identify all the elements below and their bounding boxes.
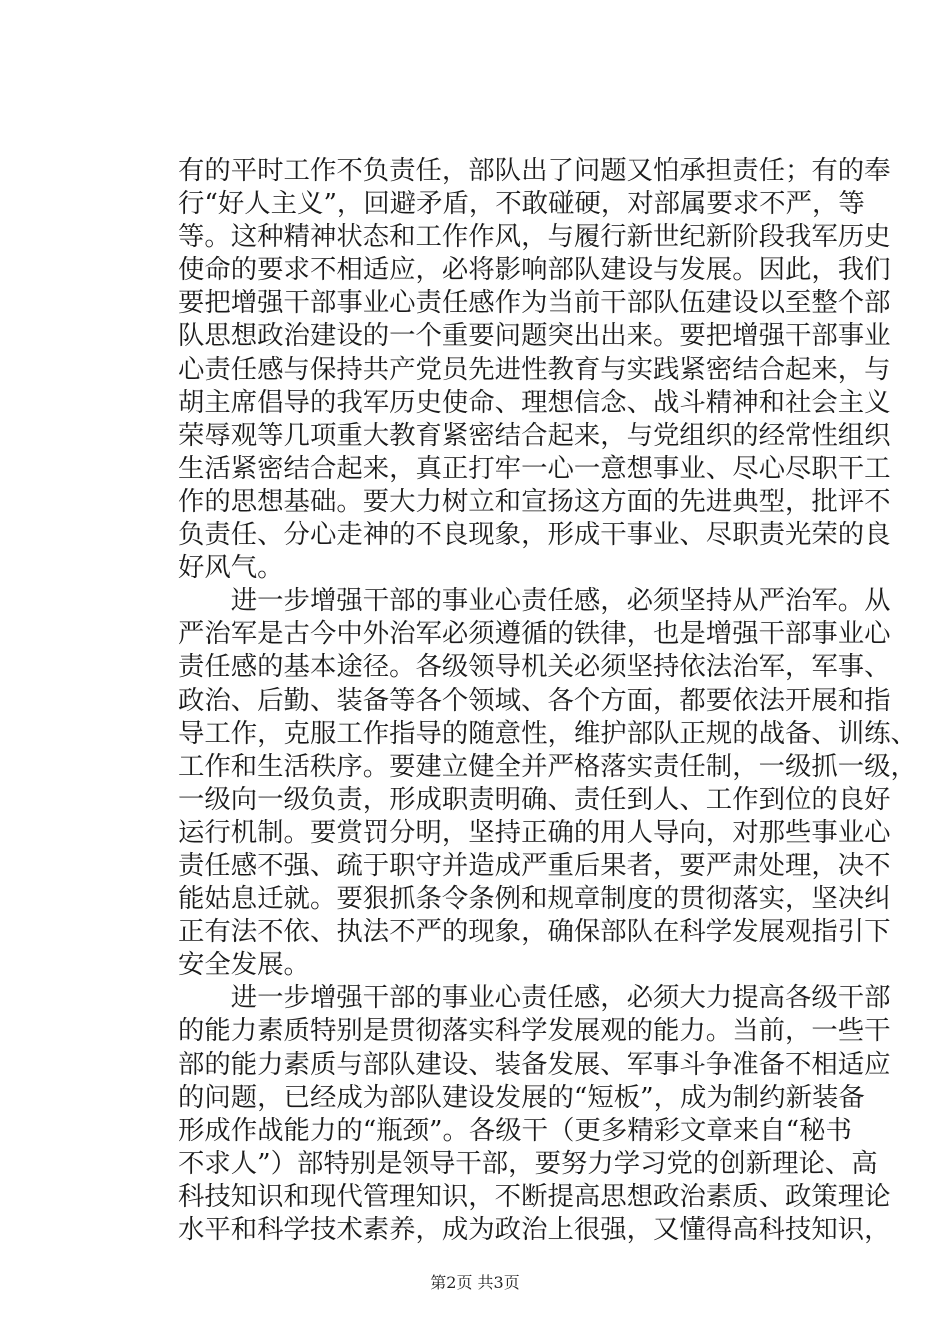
text-line: 等。这种精神状态和工作作风，与履行新世纪新阶段我军历史	[178, 221, 891, 253]
text-line: 好风气。	[178, 552, 284, 584]
text-line: 部的能力素质与部队建设、装备发展、军事斗争准备不相适应	[178, 1048, 891, 1080]
text-line: 水平和科学技术素养，成为政治上很强，又懂得高科技知识，	[178, 1214, 891, 1245]
text-line: 有的平时工作不负责任，部队出了问题又怕承担责任；有的奉	[178, 155, 891, 186]
text-line: 心责任感与保持共产党员先进性教育与实践紧密结合起来，与	[178, 353, 891, 385]
text-line: 责任感的基本途径。各级领导机关必须坚持依法治军，军事、	[178, 651, 891, 683]
text-line: 一级向一级负责，形成职责明确、责任到人、工作到位的良好	[178, 783, 891, 815]
text-line: 行“好人主义”，回避矛盾，不敢碰硬，对部属要求不严，等	[178, 188, 865, 220]
text-line: 进一步增强干部的事业心责任感，必须坚持从严治军。从	[178, 585, 891, 617]
text-line: 形成作战能力的“瓶颈”。各级干（更多精彩文章来自“秘书	[178, 1114, 852, 1146]
text-line: 负责任、分心走神的不良现象，形成干事业、尽职责光荣的良	[178, 519, 891, 551]
text-line: 导工作，克服工作指导的随意性，维护部队正规的战备、训练、	[178, 717, 917, 749]
text-line: 的能力素质特别是贯彻落实科学发展观的能力。当前，一些干	[178, 1015, 891, 1047]
text-line: 的问题，已经成为部队建设发展的“短板”，成为制约新装备	[178, 1081, 865, 1113]
text-line: 使命的要求不相适应，必将影响部队建设与发展。因此，我们	[178, 254, 891, 286]
text-line: 生活紧密结合起来，真正打牢一心一意想事业、尽心尽职干工	[178, 452, 891, 484]
text-line: 队思想政治建设的一个重要问题突出出来。要把增强干部事业	[178, 320, 891, 352]
text-line: 不求人”）部特别是领导干部，要努力学习党的创新理论、高	[178, 1147, 878, 1179]
text-line: 进一步增强干部的事业心责任感，必须大力提高各级干部	[178, 982, 891, 1014]
document-body	[178, 154, 917, 1246]
page-footer: 第2页 共3页	[430, 1273, 520, 1292]
text-line: 政治、后勤、装备等各个领域、各个方面，都要依法开展和指	[178, 684, 891, 716]
text-line: 荣辱观等几项重大教育紧密结合起来，与党组织的经常性组织	[178, 419, 891, 451]
text-line: 能姑息迁就。要狠抓条令条例和规章制度的贯彻落实，坚决纠	[178, 883, 891, 915]
text-line: 运行机制。要赏罚分明，坚持正确的用人导向，对那些事业心	[178, 816, 891, 848]
text-line: 责任感不强、疏于职守并造成严重后果者，要严肃处理，决不	[178, 849, 891, 881]
text-line: 安全发展。	[178, 949, 310, 981]
text-line: 要把增强干部事业心责任感作为当前干部队伍建设以至整个部	[178, 287, 891, 319]
text-line: 胡主席倡导的我军历史使命、理想信念、战斗精神和社会主义	[178, 386, 891, 418]
text-line: 工作和生活秩序。要建立健全并严格落实责任制，一级抓一级，	[178, 750, 917, 782]
text-line: 正有法不依、执法不严的现象，确保部队在科学发展观指引下	[178, 916, 891, 948]
text-line: 作的思想基础。要大力树立和宣扬这方面的先进典型，批评不	[178, 485, 891, 517]
text-line: 严治军是古今中外治军必须遵循的铁律，也是增强干部事业心	[178, 618, 891, 650]
text-line: 科技知识和现代管理知识，不断提高思想政治素质、政策理论	[178, 1180, 891, 1212]
